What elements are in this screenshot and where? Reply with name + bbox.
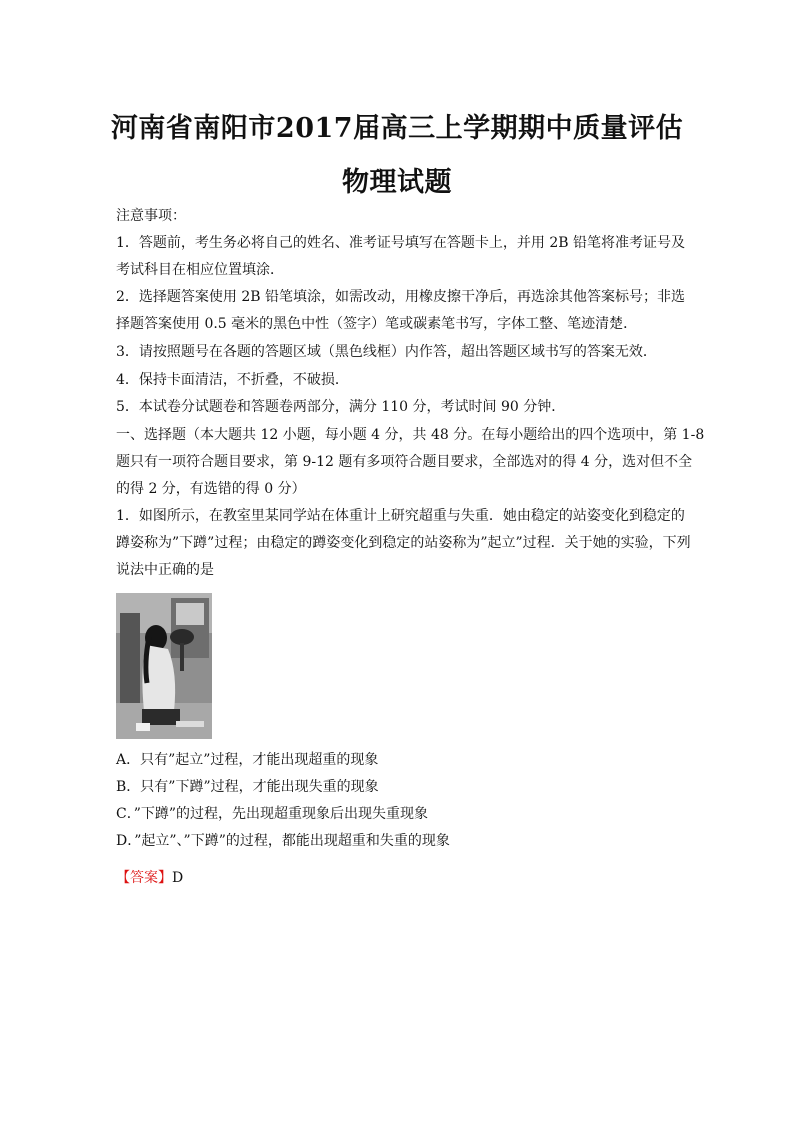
option-c: C．”下蹲”的过程，先出现超重现象后出现失重现象 [116,806,429,822]
exam-subtitle: 物理试题 [342,167,452,198]
question-line: 1．如图所示，在教室里某同学站在体重计上研究超重与失重．她由稳定的站姿变化到稳定的 [116,508,685,524]
option-a: A．只有”起立”过程，才能出现超重的现象 [116,752,379,768]
note-line: 5．本试卷分试题卷和答题卷两部分，满分 110 分，考试时间 90 分钟． [116,399,566,415]
exam-title: 河南省南阳市2017届高三上学期期中质量评估 [110,113,684,144]
question-photo [116,593,212,739]
section-line: 的得 2 分，有选错的得 0 分） [116,481,306,497]
question-line: 蹲姿称为”下蹲”过程；由稳定的蹲姿变化到稳定的站姿称为”起立”过程．关于她的实验，下列 [116,535,691,551]
note-line: 4．保持卡面清洁，不折叠，不破损． [116,372,349,388]
option-d: D．”起立”、”下蹲”的过程，都能出现超重和失重的现象 [116,833,450,849]
section-line: 一、选择题（本大题共 12 小题，每小题 4 分，共 48 分。在每小题给出的四个选项中，第 1-8 [116,427,705,443]
answer-line [116,868,686,888]
section-line: 题只有一项符合题目要求，第 9-12 题有多项符合题目要求，全部选对的得 4 分，选对但不全 [116,454,693,470]
note-line: 2．选择题答案使用 2B 铅笔填涂，如需改动，用橡皮擦干净后，再选涂其他答案标号；非选 [116,289,686,305]
note-line: 1．答题前，考生务必将自己的姓名、准考证号填写在答题卡上，并用 2B 铅笔将准考证号及 [116,235,686,251]
answer-value: D [172,870,184,886]
option-b: B．只有”下蹲”过程，才能出现失重的现象 [116,779,379,795]
answer-tag: 【答案】 [116,870,172,886]
note-line: 择题答案使用 0.5 毫米的黑色中性（签字）笔或碳素笔书写，字体工整、笔迹清楚． [116,316,638,332]
question-line: 说法中正确的是 [116,562,214,578]
student-squatting-photo [116,593,212,739]
note-line: 3．请按照题号在各题的答题区域（黑色线框）内作答，超出答题区域书写的答案无效． [116,344,657,360]
note-line: 考试科目在相应位置填涂． [116,262,284,278]
notes-heading: 注意事项： [116,208,186,224]
